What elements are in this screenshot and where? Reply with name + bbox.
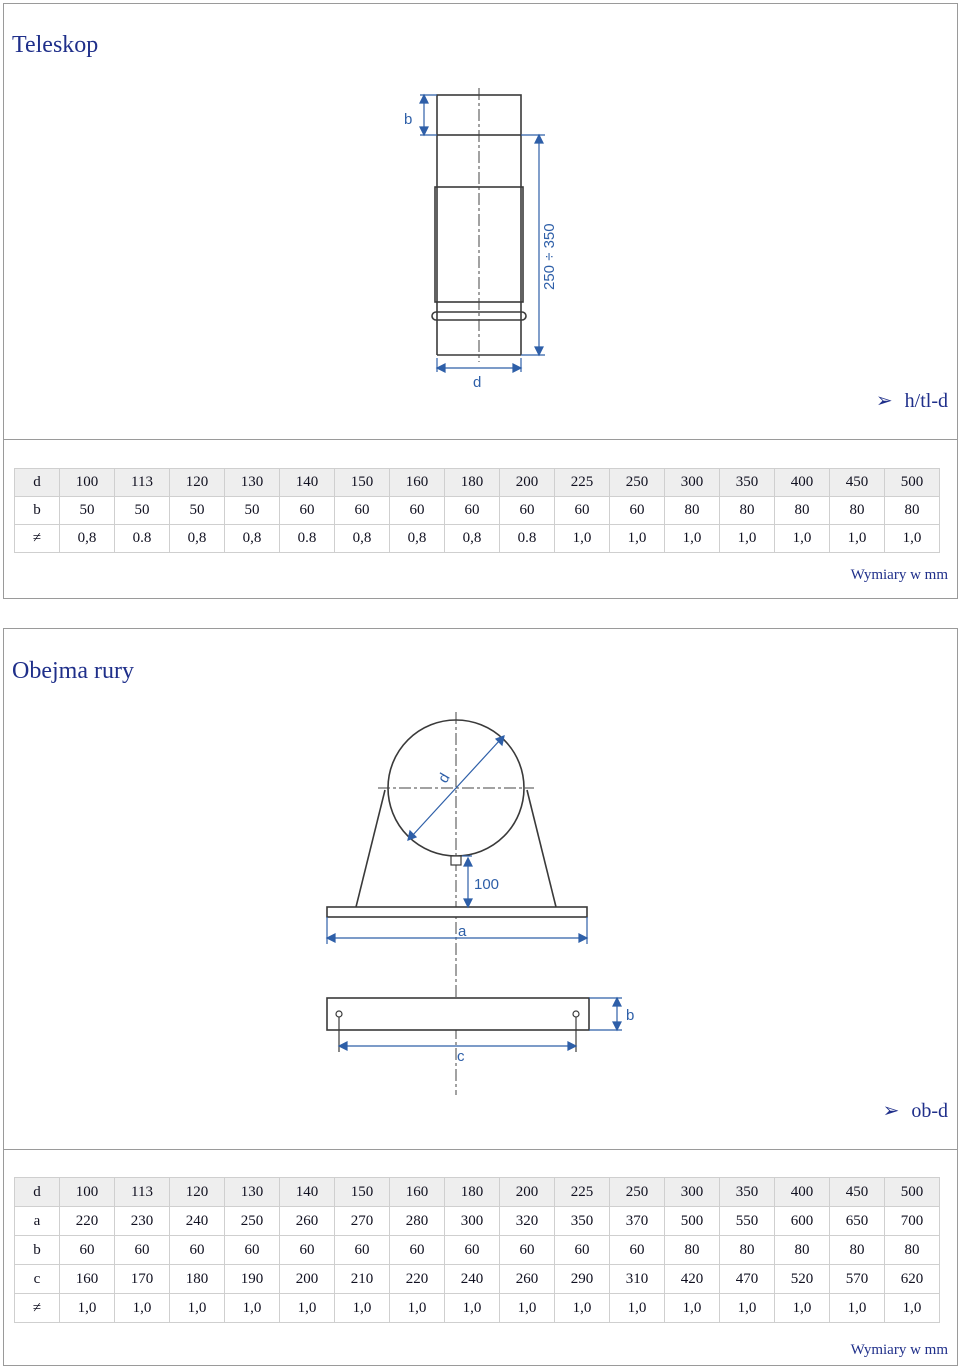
- teleskop-table-cell: 160: [390, 469, 445, 497]
- obejma-table-cell: 60: [445, 1236, 500, 1265]
- obejma-table-cell: 60: [170, 1236, 225, 1265]
- teleskop-table-cell: 0,8: [170, 525, 225, 553]
- teleskop-table-cell: 1,0: [555, 525, 610, 553]
- teleskop-table-cell: 50: [225, 497, 280, 525]
- teleskop-table-cell: 400: [775, 469, 830, 497]
- obejma-table-row-5: [15, 1294, 940, 1323]
- obejma-table-cell: 60: [335, 1236, 390, 1265]
- dimension-b-plate: [589, 998, 622, 1030]
- obejma-table-cell: 190: [225, 1265, 280, 1294]
- dimension-b-plate-label: b: [626, 1007, 635, 1024]
- dimension-c-label: c: [457, 1048, 465, 1065]
- teleskop-table-cell: 225: [555, 469, 610, 497]
- obejma-title: Obejma rury: [12, 658, 134, 684]
- obejma-table-cell: 1,0: [665, 1294, 720, 1323]
- obejma-table-cell: 310: [610, 1265, 665, 1294]
- obejma-table-cell: 370: [610, 1207, 665, 1236]
- obejma-table-cell: 350: [720, 1178, 775, 1207]
- obejma-table-cell: 60: [610, 1236, 665, 1265]
- teleskop-table-cell: 1,0: [720, 525, 775, 553]
- teleskop-table-cell: 150: [335, 469, 390, 497]
- teleskop-table-cell: 60: [390, 497, 445, 525]
- obejma-table-row-label: a: [15, 1207, 60, 1236]
- obejma-table-cell: 260: [280, 1207, 335, 1236]
- dimension-length-label: 250 ÷ 350: [541, 223, 558, 290]
- teleskop-table-cell: 80: [830, 497, 885, 525]
- obejma-table-cell: 180: [170, 1265, 225, 1294]
- obejma-code-label: ob-d: [911, 1100, 948, 1122]
- diameter-d-label: d: [434, 770, 454, 786]
- teleskop-table-cell: 500: [885, 469, 940, 497]
- obejma-table-cell: 1,0: [115, 1294, 170, 1323]
- teleskop-table-cell: 1,0: [885, 525, 940, 553]
- obejma-table-cell: 1,0: [170, 1294, 225, 1323]
- obejma-table-cell: 60: [280, 1236, 335, 1265]
- obejma-table-cell: 230: [115, 1207, 170, 1236]
- teleskop-table-cell: 1,0: [775, 525, 830, 553]
- teleskop-table-cell: 60: [335, 497, 390, 525]
- obejma-spec-table: [14, 1177, 940, 1323]
- dimension-offset: [462, 856, 472, 907]
- teleskop-table-cell: 60: [555, 497, 610, 525]
- clamp-base-plate: [327, 907, 587, 917]
- obejma-table-row-label: d: [15, 1178, 60, 1207]
- obejma-table-cell: 225: [555, 1178, 610, 1207]
- teleskop-code-label: h/tl-d: [904, 390, 948, 412]
- obejma-table-cell: 550: [720, 1207, 775, 1236]
- obejma-table-cell: 350: [555, 1207, 610, 1236]
- obejma-table-cell: 1,0: [390, 1294, 445, 1323]
- arrowhead-icon: ➢: [875, 390, 893, 412]
- teleskop-table-cell: 100: [60, 469, 115, 497]
- obejma-table-cell: 220: [390, 1265, 445, 1294]
- teleskop-table-cell: 80: [720, 497, 775, 525]
- teleskop-table-cell: 120: [170, 469, 225, 497]
- teleskop-table-cell: 60: [445, 497, 500, 525]
- teleskop-table-cell: 50: [115, 497, 170, 525]
- teleskop-table-cell: 60: [610, 497, 665, 525]
- teleskop-table-cell: 0,8: [60, 525, 115, 553]
- obejma-table-cell: 113: [115, 1178, 170, 1207]
- obejma-table-cell: 80: [830, 1236, 885, 1265]
- teleskop-title: Teleskop: [12, 32, 99, 58]
- teleskop-table-cell: 250: [610, 469, 665, 497]
- teleskop-table-cell: 60: [500, 497, 555, 525]
- obejma-table-cell: 1,0: [60, 1294, 115, 1323]
- teleskop-table-cell: 80: [775, 497, 830, 525]
- obejma-table-cell: 250: [225, 1207, 280, 1236]
- teleskop-table-cell: 50: [60, 497, 115, 525]
- obejma-table-cell: 290: [555, 1265, 610, 1294]
- obejma-table-cell: 570: [830, 1265, 885, 1294]
- teleskop-table-cell: 80: [665, 497, 720, 525]
- obejma-table-cell: 250: [610, 1178, 665, 1207]
- teleskop-table-cell: 113: [115, 469, 170, 497]
- obejma-table-cell: 60: [555, 1236, 610, 1265]
- obejma-table-cell: 470: [720, 1265, 775, 1294]
- obejma-table-cell: 150: [335, 1178, 390, 1207]
- obejma-table-cell: 1,0: [555, 1294, 610, 1323]
- offset-100-label: 100: [474, 876, 500, 893]
- teleskop-table-cell: 60: [280, 497, 335, 525]
- obejma-table-cell: 200: [280, 1265, 335, 1294]
- obejma-table-cell: 500: [665, 1207, 720, 1236]
- obejma-table-cell: 600: [775, 1207, 830, 1236]
- obejma-table-cell: 1,0: [335, 1294, 390, 1323]
- obejma-table-cell: 160: [60, 1265, 115, 1294]
- teleskop-table-cell: 0,8: [445, 525, 500, 553]
- clamp-plate-top-view: [327, 998, 589, 1030]
- obejma-table-cell: 280: [390, 1207, 445, 1236]
- obejma-table-cell: 700: [885, 1207, 940, 1236]
- obejma-table-cell: 60: [60, 1236, 115, 1265]
- clamp-bolt: [451, 856, 461, 865]
- teleskop-table-cell: 0.8: [280, 525, 335, 553]
- obejma-table-cell: 450: [830, 1178, 885, 1207]
- obejma-table-cell: 1,0: [720, 1294, 775, 1323]
- obejma-table-row-2: [15, 1207, 940, 1236]
- teleskop-table-cell: 450: [830, 469, 885, 497]
- obejma-table-cell: 1,0: [610, 1294, 665, 1323]
- teleskop-table-cell: 300: [665, 469, 720, 497]
- obejma-table-cell: 400: [775, 1178, 830, 1207]
- obejma-table-cell: 80: [720, 1236, 775, 1265]
- obejma-table-cell: 300: [665, 1178, 720, 1207]
- teleskop-table-cell: 140: [280, 469, 335, 497]
- teleskop-table-cell: 0,8: [390, 525, 445, 553]
- obejma-table-row-label: ≠: [15, 1294, 60, 1323]
- obejma-table-row-3: [15, 1236, 940, 1265]
- teleskop-table-cell: 130: [225, 469, 280, 497]
- teleskop-table-cell: 1,0: [830, 525, 885, 553]
- obejma-table-cell: 650: [830, 1207, 885, 1236]
- teleskop-table-cell: 0.8: [500, 525, 555, 553]
- teleskop-table-cell: 1,0: [665, 525, 720, 553]
- teleskop-table-row-label: d: [15, 469, 60, 497]
- obejma-table-cell: 240: [445, 1265, 500, 1294]
- obejma-table-cell: 100: [60, 1178, 115, 1207]
- teleskop-table-cell: 1,0: [610, 525, 665, 553]
- obejma-table-cell: 300: [445, 1207, 500, 1236]
- teleskop-table-cell: 350: [720, 469, 775, 497]
- obejma-table-cell: 130: [225, 1178, 280, 1207]
- dimension-a-label: a: [458, 923, 467, 940]
- teleskop-table-row-label: ≠: [15, 525, 60, 553]
- teleskop-table-cell: 80: [885, 497, 940, 525]
- obejma-table-cell: 420: [665, 1265, 720, 1294]
- teleskop-units-note: Wymiary w mm: [850, 567, 948, 583]
- teleskop-table-cell: 0,8: [225, 525, 280, 553]
- obejma-table-row-label: b: [15, 1236, 60, 1265]
- arrowhead-icon: ➢: [882, 1100, 900, 1122]
- obejma-table-row-4: [15, 1265, 940, 1294]
- obejma-table-cell: 60: [390, 1236, 445, 1265]
- teleskop-table-cell: 0,8: [335, 525, 390, 553]
- obejma-table-cell: 160: [390, 1178, 445, 1207]
- obejma-table-row-label: c: [15, 1265, 60, 1294]
- obejma-table-cell: 210: [335, 1265, 390, 1294]
- obejma-table-cell: 80: [775, 1236, 830, 1265]
- dimension-a: [327, 917, 587, 944]
- obejma-table-cell: 200: [500, 1178, 555, 1207]
- obejma-table-cell: 170: [115, 1265, 170, 1294]
- obejma-table-cell: 1,0: [830, 1294, 885, 1323]
- obejma-table-cell: 1,0: [445, 1294, 500, 1323]
- obejma-table-cell: 320: [500, 1207, 555, 1236]
- obejma-table-cell: 1,0: [500, 1294, 555, 1323]
- obejma-table-row-1: [15, 1178, 940, 1207]
- obejma-table-cell: 240: [170, 1207, 225, 1236]
- obejma-table-cell: 500: [885, 1178, 940, 1207]
- obejma-table-cell: 1,0: [280, 1294, 335, 1323]
- teleskop-table-cell: 200: [500, 469, 555, 497]
- teleskop-table-cell: 180: [445, 469, 500, 497]
- obejma-table-cell: 60: [500, 1236, 555, 1265]
- teleskop-table-cell: 0.8: [115, 525, 170, 553]
- obejma-table-cell: 220: [60, 1207, 115, 1236]
- obejma-table-cell: 1,0: [885, 1294, 940, 1323]
- obejma-table-cell: 60: [225, 1236, 280, 1265]
- obejma-table-cell: 270: [335, 1207, 390, 1236]
- obejma-table-cell: 60: [115, 1236, 170, 1265]
- obejma-table-cell: 120: [170, 1178, 225, 1207]
- obejma-table-cell: 260: [500, 1265, 555, 1294]
- teleskop-table-cell: 50: [170, 497, 225, 525]
- obejma-table-cell: 1,0: [775, 1294, 830, 1323]
- dimension-b-label: b: [404, 111, 413, 128]
- obejma-table-cell: 140: [280, 1178, 335, 1207]
- obejma-units-note: Wymiary w mm: [850, 1342, 948, 1358]
- obejma-table-cell: 80: [885, 1236, 940, 1265]
- obejma-product-code: [883, 1098, 948, 1123]
- teleskop-table-row-label: b: [15, 497, 60, 525]
- obejma-table-cell: 1,0: [225, 1294, 280, 1323]
- obejma-table-cell: 80: [665, 1236, 720, 1265]
- obejma-table-cell: 520: [775, 1265, 830, 1294]
- dimension-d-label: d: [473, 374, 482, 391]
- obejma-table-cell: 620: [885, 1265, 940, 1294]
- obejma-table-cell: 180: [445, 1178, 500, 1207]
